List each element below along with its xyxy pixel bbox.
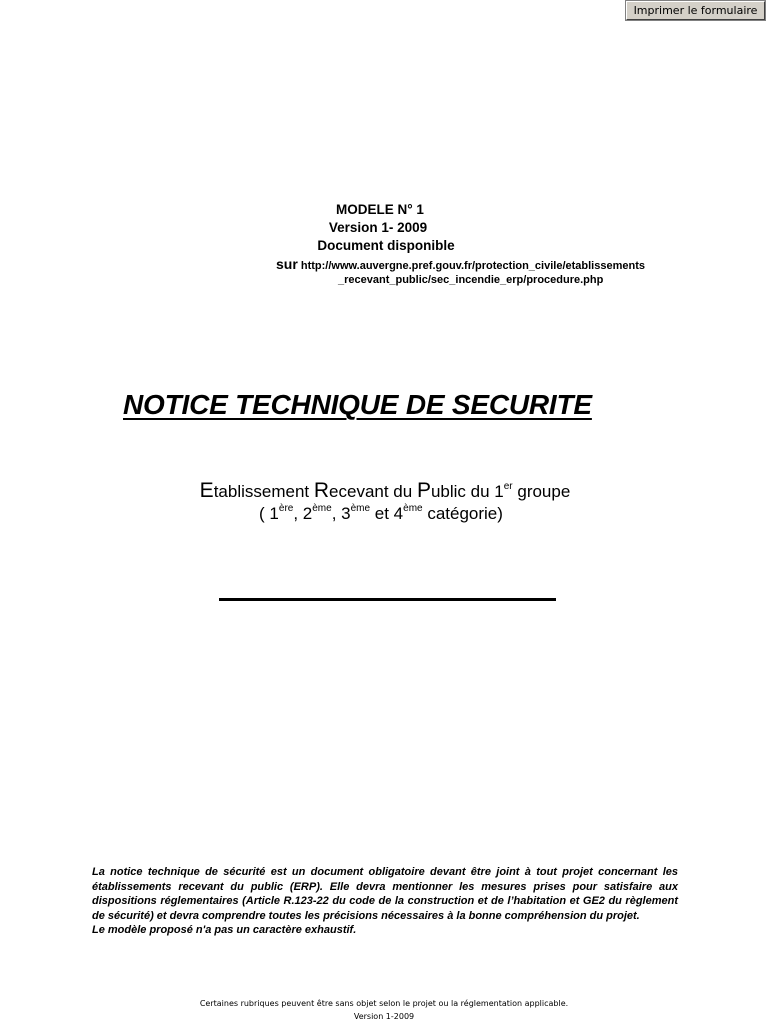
source-url-line-2 bbox=[338, 273, 603, 287]
sup-er: er bbox=[503, 481, 513, 492]
text-groupe: groupe bbox=[512, 482, 571, 501]
cap-e: E bbox=[199, 479, 214, 502]
document-title: NOTICE TECHNIQUE DE SECURITE bbox=[123, 389, 592, 420]
sup-3: ème bbox=[350, 503, 371, 514]
text-p: ublic du 1 bbox=[430, 482, 504, 501]
notice-text bbox=[92, 865, 678, 938]
source-url-part-2: _recevant_public/sec_incendie_erp/procedure.php bbox=[338, 274, 604, 286]
print-form-button[interactable]: Imprimer le formulaire bbox=[626, 1, 765, 20]
source-url-part-1: http://www.auvergne.pref.gouv.fr/protection_civile/etablissements bbox=[300, 260, 645, 272]
cap-p: P bbox=[416, 479, 431, 502]
footer-version: Version 1-2009 bbox=[353, 1012, 415, 1021]
cat-open: ( 1 bbox=[259, 504, 279, 523]
subtitle-row-1 bbox=[2, 480, 768, 503]
sup-1: ère bbox=[278, 503, 294, 514]
cat-4: et 4 bbox=[370, 504, 404, 523]
model-version: Version 1- 2009 bbox=[328, 220, 428, 235]
text-r: ecevant du bbox=[329, 482, 417, 501]
cat-end: catégorie) bbox=[422, 504, 503, 523]
sup-4: ème bbox=[403, 503, 423, 514]
subtitle-row-2 bbox=[0, 503, 768, 525]
sur-label: sur bbox=[276, 256, 298, 272]
cap-r: R bbox=[313, 479, 330, 502]
notice-note: Le modèle proposé n'a pas un caractère exhaustif. bbox=[92, 924, 357, 936]
establishment-subtitle bbox=[0, 480, 768, 525]
model-number: MODELE N° 1 bbox=[336, 202, 424, 217]
page-footer bbox=[0, 997, 768, 1023]
cat-2: , 2 bbox=[293, 504, 313, 523]
footer-disclaimer: Certaines rubriques peuvent être sans objet selon le projet ou la réglementation applicable. bbox=[199, 999, 569, 1008]
horizontal-rule bbox=[219, 598, 556, 601]
notice-paragraph: La notice technique de sécurité est un document obligatoire devant être joint à tout projet concernant les établissements recevant du public (ERP). Elle devra mentionner les mesures prises pour satisfaire aux dispositions réglementaires (Article R.123-22 du code de la construction et de l’habitation et GE2 du règlement de sécurité) et devra comprendre toutes les précisions nécessaires à la bonne compréhension du projet. bbox=[92, 866, 678, 922]
sup-2: ème bbox=[312, 503, 332, 514]
source-url-line-1 bbox=[276, 257, 645, 273]
cat-3: , 3 bbox=[331, 504, 351, 523]
model-header bbox=[0, 201, 768, 255]
text-e: tablissement bbox=[213, 482, 314, 501]
document-available: Document disponible bbox=[317, 238, 455, 253]
